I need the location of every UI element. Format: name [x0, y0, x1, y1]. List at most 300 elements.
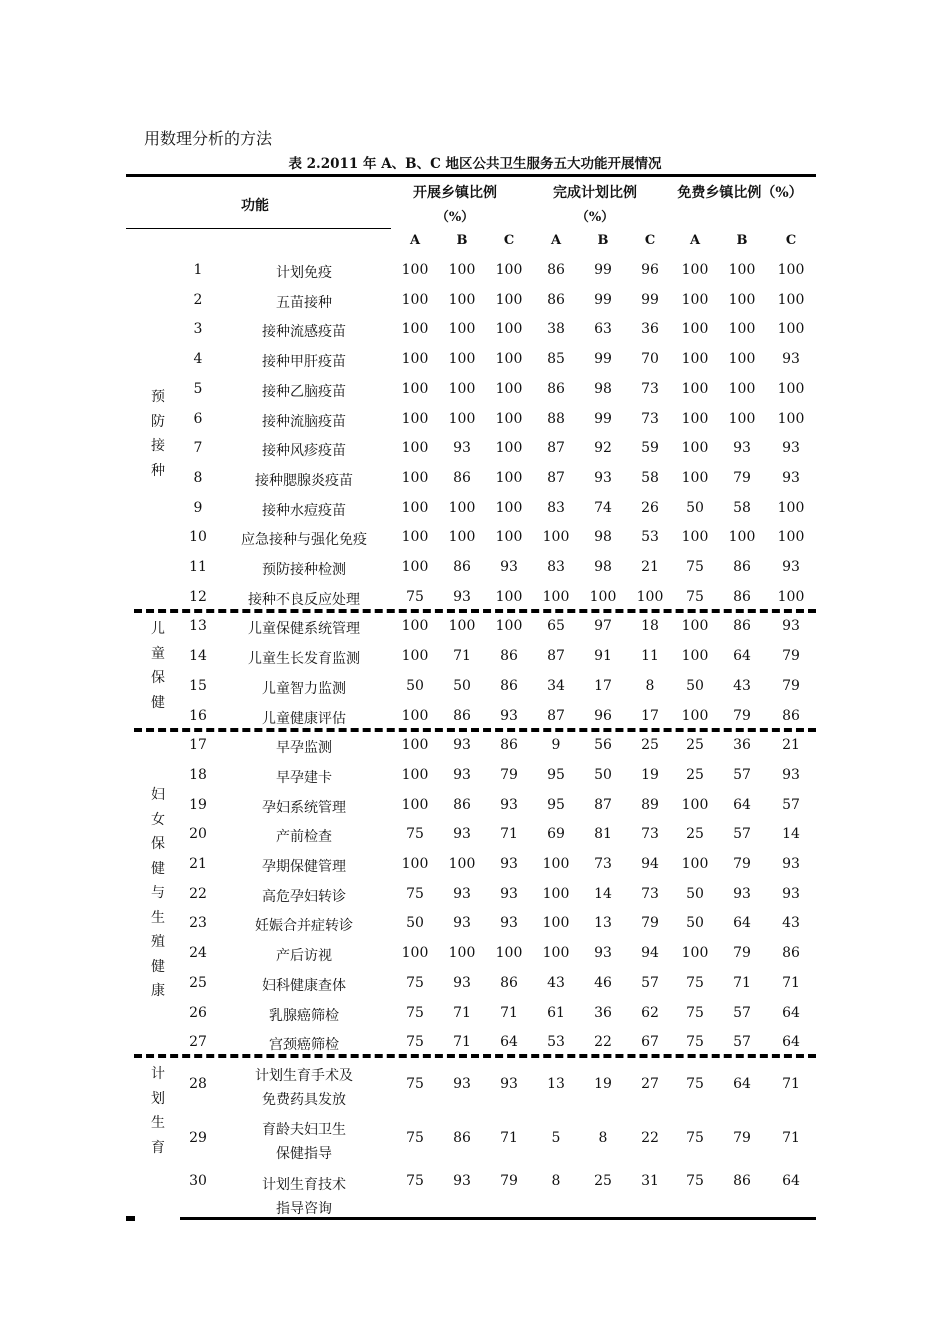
row-value: 100: [401, 351, 429, 368]
row-value: 86: [453, 707, 471, 724]
row-value: 94: [641, 945, 659, 962]
category-label: [146, 1062, 170, 1160]
row-function-name: [220, 1064, 388, 1112]
row-value: 86: [453, 796, 471, 813]
row-value: 64: [782, 1173, 800, 1189]
row-value: 100: [401, 559, 429, 575]
row-function-name: 宫颈癌筛检: [269, 1037, 339, 1054]
row-value: 96: [594, 707, 612, 724]
row-value: 59: [641, 440, 659, 457]
row-value: 100: [777, 410, 805, 427]
row-value: 100: [448, 945, 476, 962]
row-value: 71: [782, 1130, 800, 1146]
row-value: 100: [401, 440, 429, 457]
row-function-name-line2: 指导咨询: [276, 1201, 332, 1217]
row-value: 100: [495, 499, 523, 516]
row-value: 71: [453, 1004, 471, 1021]
row-function-name: 儿童保健系统管理: [248, 621, 360, 638]
row-value: 19: [594, 1076, 612, 1092]
row-value: 86: [453, 559, 471, 575]
row-value: 58: [733, 499, 751, 516]
row-number: 14: [189, 648, 207, 665]
row-value: 64: [782, 1034, 800, 1051]
header-function: 功能: [241, 198, 269, 214]
row-value: 93: [782, 856, 800, 872]
row-value: 93: [500, 707, 518, 724]
header-group1-line2: （%）: [435, 210, 475, 225]
row-value: 100: [448, 351, 476, 368]
row-value: 100: [495, 351, 523, 368]
row-value: 25: [686, 737, 704, 754]
row-number: 8: [193, 469, 203, 486]
row-function-name-line1: 计划生育手术及: [255, 1068, 353, 1084]
row-number: 2: [193, 291, 203, 308]
row-value: 100: [542, 945, 570, 962]
row-value: 100: [681, 410, 709, 427]
row-value: 25: [686, 766, 704, 783]
category-label-char: 育: [151, 1139, 165, 1156]
row-value: 100: [681, 796, 709, 813]
row-value: 50: [686, 499, 704, 516]
row-value: 73: [641, 410, 659, 427]
row-value: 79: [641, 915, 659, 932]
row-value: 100: [495, 291, 523, 308]
category-label-char: 女: [151, 811, 165, 828]
row-value: 100: [448, 380, 476, 397]
row-function-name: 接种甲肝疫苗: [262, 354, 346, 371]
row-value: 21: [782, 737, 800, 754]
row-value: 100: [681, 469, 709, 486]
subheader-b: B: [597, 233, 609, 248]
row-number: 27: [189, 1034, 207, 1051]
row-value: 64: [500, 1034, 518, 1051]
row-value: 18: [641, 618, 659, 635]
category-label: [146, 783, 170, 1004]
row-value: 99: [594, 410, 612, 427]
category-label-char: 接: [151, 438, 165, 454]
row-number: 9: [193, 499, 203, 516]
row-function-name: 接种乙脑疫苗: [262, 383, 346, 400]
row-function-name: 孕期保健管理: [262, 859, 346, 875]
row-value: 100: [401, 648, 429, 665]
row-value: 100: [495, 440, 523, 457]
row-value: 50: [686, 915, 704, 932]
row-value: 100: [401, 856, 429, 872]
row-value: 8: [645, 677, 655, 694]
section-separator: [134, 609, 816, 613]
row-function-name: 孕妇系统管理: [262, 799, 346, 816]
row-value: 75: [686, 1076, 704, 1092]
category-label-char: 健: [151, 860, 165, 877]
category-label-char: 种: [151, 462, 165, 479]
row-function-name: 接种流感疫苗: [262, 324, 346, 341]
row-value: 100: [777, 321, 805, 338]
row-value: 73: [594, 856, 612, 872]
row-number: 22: [189, 885, 207, 902]
row-value: 93: [782, 618, 800, 635]
category-label-char: 儿: [151, 621, 165, 637]
row-value: 100: [681, 648, 709, 665]
row-value: 75: [406, 1076, 424, 1092]
table-top-rule: [126, 174, 816, 177]
row-value: 93: [782, 766, 800, 783]
category-label-char: 健: [151, 694, 165, 711]
row-value: 75: [406, 885, 424, 902]
row-value: 86: [453, 469, 471, 486]
row-value: 17: [641, 707, 659, 724]
row-value: 93: [594, 469, 612, 486]
row-value: 75: [406, 974, 424, 991]
row-value: 97: [594, 618, 612, 635]
row-value: 71: [453, 1034, 471, 1051]
row-value: 93: [500, 559, 518, 575]
row-value: 93: [453, 885, 471, 902]
row-value: 98: [594, 380, 612, 397]
row-value: 100: [495, 469, 523, 486]
category-label-char: 殖: [151, 934, 165, 950]
row-function-name: 五苗接种: [276, 294, 332, 311]
header-group2-line1: 完成计划比例: [553, 185, 637, 201]
row-value: 100: [448, 618, 476, 635]
row-value: 50: [686, 677, 704, 694]
row-number: 11: [189, 559, 207, 575]
row-value: 93: [453, 737, 471, 754]
row-function-name: 儿童生长发育监测: [248, 651, 360, 668]
row-value: 36: [733, 737, 751, 754]
row-value: 100: [542, 915, 570, 932]
row-value: 79: [782, 677, 800, 694]
row-value: 26: [641, 499, 659, 516]
row-value: 31: [641, 1173, 659, 1189]
row-value: 100: [681, 440, 709, 457]
subheader-c: C: [644, 233, 656, 248]
row-value: 86: [782, 707, 800, 724]
row-value: 75: [686, 1004, 704, 1021]
row-value: 57: [733, 826, 751, 843]
row-value: 100: [495, 618, 523, 635]
row-value: 100: [448, 529, 476, 546]
row-function-name-line2: 免费药具发放: [262, 1092, 346, 1108]
row-function-name: [220, 1118, 388, 1166]
row-value: 83: [547, 559, 565, 575]
row-value: 100: [401, 291, 429, 308]
row-value: 79: [782, 648, 800, 665]
row-value: 25: [641, 737, 659, 754]
row-value: 98: [594, 559, 612, 575]
row-number: 6: [193, 410, 203, 427]
row-value: 100: [681, 618, 709, 635]
row-value: 75: [686, 974, 704, 991]
category-label-char: 保: [151, 670, 165, 686]
row-value: 93: [733, 885, 751, 902]
row-value: 100: [495, 588, 523, 605]
row-number: 23: [189, 915, 207, 932]
row-value: 100: [777, 529, 805, 546]
row-value: 100: [448, 262, 476, 278]
row-function-name: 儿童健康评估: [262, 710, 346, 727]
row-number: 20: [189, 826, 207, 843]
row-value: 93: [453, 588, 471, 605]
row-value: 93: [733, 440, 751, 457]
row-value: 100: [401, 469, 429, 486]
row-value: 86: [453, 1130, 471, 1146]
subheader-a: A: [409, 233, 421, 248]
row-value: 86: [500, 648, 518, 665]
row-function-name: 妇科健康查体: [262, 977, 346, 994]
row-value: 64: [733, 796, 751, 813]
row-value: 5: [551, 1130, 561, 1146]
row-value: 57: [782, 796, 800, 813]
row-value: 87: [547, 648, 565, 665]
category-label-char: 防: [151, 413, 165, 430]
subheader-b: B: [456, 233, 468, 248]
subheader-a: A: [689, 233, 701, 248]
row-number: 4: [193, 351, 203, 368]
row-value: 8: [598, 1130, 608, 1146]
row-value: 93: [453, 1173, 471, 1189]
row-number: 19: [189, 796, 207, 813]
row-value: 75: [406, 1173, 424, 1189]
row-value: 99: [594, 262, 612, 278]
intro-text: 用数理分析的方法: [144, 129, 273, 148]
row-value: 79: [733, 469, 751, 486]
row-value: 57: [733, 1034, 751, 1051]
category-label: [146, 385, 170, 483]
row-value: 74: [594, 499, 612, 516]
row-number: 15: [189, 677, 207, 694]
category-label-char: 保: [151, 836, 165, 852]
category-label-char: 预: [151, 389, 165, 405]
row-value: 9: [551, 737, 561, 754]
row-value: 100: [401, 262, 429, 278]
row-value: 100: [777, 380, 805, 397]
row-function-name: 产后访视: [276, 948, 332, 965]
row-value: 100: [448, 499, 476, 516]
row-value: 57: [733, 766, 751, 783]
row-value: 100: [542, 588, 570, 605]
row-function-name: 计划免疫: [276, 265, 332, 281]
row-value: 86: [782, 945, 800, 962]
subheader-c: C: [503, 233, 515, 248]
row-value: 64: [733, 915, 751, 932]
row-value: 100: [728, 262, 756, 278]
row-value: 81: [594, 826, 612, 843]
row-value: 100: [777, 291, 805, 308]
row-value: 100: [401, 618, 429, 635]
row-value: 100: [448, 321, 476, 338]
row-value: 100: [728, 321, 756, 338]
row-value: 88: [547, 410, 565, 427]
row-value: 75: [686, 559, 704, 575]
row-value: 100: [728, 380, 756, 397]
row-value: 100: [681, 351, 709, 368]
row-number: 29: [189, 1130, 207, 1146]
row-value: 98: [594, 529, 612, 546]
row-value: 64: [733, 648, 751, 665]
row-value: 73: [641, 826, 659, 843]
row-function-name-line1: 育龄夫妇卫生: [262, 1122, 346, 1138]
row-value: 86: [500, 677, 518, 694]
row-value: 21: [641, 559, 659, 575]
row-value: 75: [406, 1004, 424, 1021]
header-group1-line1: 开展乡镇比例: [413, 185, 497, 201]
header-group2-line2: （%）: [575, 210, 615, 225]
row-value: 8: [551, 1173, 561, 1189]
row-function-name: 接种不良反应处理: [248, 591, 360, 608]
row-value: 79: [733, 1130, 751, 1146]
row-value: 46: [594, 974, 612, 991]
row-function-name-line2: 保健指导: [276, 1146, 332, 1162]
row-value: 86: [733, 559, 751, 575]
row-value: 93: [782, 469, 800, 486]
row-value: 67: [641, 1034, 659, 1051]
row-value: 87: [594, 796, 612, 813]
row-value: 87: [547, 440, 565, 457]
subheader-a: A: [550, 233, 562, 248]
row-value: 95: [547, 796, 565, 813]
row-function-name: 接种风疹疫苗: [262, 443, 346, 460]
row-value: 93: [453, 826, 471, 843]
row-value: 100: [495, 380, 523, 397]
row-value: 99: [641, 291, 659, 308]
row-value: 75: [406, 1034, 424, 1051]
header-group3: 免费乡镇比例（%）: [677, 185, 803, 201]
row-value: 100: [495, 262, 523, 278]
section-separator: [134, 1054, 816, 1058]
subheader-c: C: [785, 233, 797, 248]
row-number: 28: [189, 1076, 207, 1092]
row-number: 1: [193, 262, 203, 278]
row-value: 100: [401, 737, 429, 754]
row-value: 86: [733, 1173, 751, 1189]
row-value: 22: [641, 1130, 659, 1146]
row-value: 75: [406, 588, 424, 605]
row-value: 79: [500, 766, 518, 783]
row-value: 22: [594, 1034, 612, 1051]
row-value: 17: [594, 677, 612, 694]
row-value: 71: [733, 974, 751, 991]
row-function-name: 接种流脑疫苗: [262, 413, 346, 430]
row-number: 3: [193, 321, 203, 338]
category-label-char: 生: [151, 1115, 165, 1131]
row-value: 71: [453, 648, 471, 665]
section-separator: [134, 728, 816, 732]
row-value: 96: [641, 262, 659, 278]
category-label: [146, 617, 170, 715]
row-number: 24: [189, 945, 207, 962]
row-value: 93: [782, 559, 800, 575]
row-value: 50: [686, 885, 704, 902]
row-value: 14: [782, 826, 800, 843]
row-value: 93: [453, 974, 471, 991]
row-value: 25: [686, 826, 704, 843]
row-number: 26: [189, 1004, 207, 1021]
category-label-char: 划: [151, 1090, 165, 1107]
row-value: 100: [401, 380, 429, 397]
row-value: 79: [733, 945, 751, 962]
row-function-name: 产前检查: [276, 829, 332, 846]
row-value: 86: [547, 380, 565, 397]
row-value: 95: [547, 766, 565, 783]
row-value: 85: [547, 351, 565, 368]
row-value: 93: [453, 440, 471, 457]
row-function-name-line1: 计划生育技术: [262, 1177, 346, 1193]
row-value: 86: [500, 737, 518, 754]
row-value: 79: [733, 707, 751, 724]
row-value: 100: [448, 291, 476, 308]
row-function-name: 早孕建卡: [276, 769, 332, 786]
row-value: 79: [733, 856, 751, 872]
row-function-name: 接种腮腺炎疫苗: [255, 472, 353, 489]
row-value: 57: [641, 974, 659, 991]
row-value: 100: [542, 529, 570, 546]
row-value: 43: [733, 677, 751, 694]
category-label-char: 生: [151, 909, 165, 926]
row-value: 93: [500, 1076, 518, 1092]
row-value: 93: [500, 915, 518, 932]
row-number: 18: [189, 766, 207, 783]
row-value: 62: [641, 1004, 659, 1021]
row-value: 100: [401, 321, 429, 338]
row-value: 100: [681, 707, 709, 724]
row-value: 27: [641, 1076, 659, 1092]
row-value: 71: [500, 1004, 518, 1021]
row-value: 91: [594, 648, 612, 665]
row-value: 43: [782, 915, 800, 932]
row-value: 100: [448, 410, 476, 427]
row-number: 10: [189, 529, 207, 546]
category-label-char: 妇: [151, 787, 165, 803]
row-value: 93: [782, 440, 800, 457]
table-caption: 表 2.2011 年 A、B、C 地区公共卫生服务五大功能开展情况: [288, 156, 662, 172]
row-value: 93: [500, 885, 518, 902]
row-value: 13: [594, 915, 612, 932]
table-bottom-stub: [126, 1216, 135, 1221]
row-value: 71: [782, 974, 800, 991]
row-value: 100: [681, 321, 709, 338]
row-value: 83: [547, 499, 565, 516]
row-value: 100: [401, 410, 429, 427]
header-rule-left: [126, 228, 391, 229]
row-value: 69: [547, 826, 565, 843]
row-value: 100: [589, 588, 617, 605]
row-value: 100: [401, 945, 429, 962]
row-value: 61: [547, 1004, 565, 1021]
row-value: 100: [495, 529, 523, 546]
row-value: 100: [401, 529, 429, 546]
row-value: 25: [594, 1173, 612, 1189]
row-value: 36: [594, 1004, 612, 1021]
row-value: 57: [733, 1004, 751, 1021]
row-value: 71: [500, 826, 518, 843]
row-value: 100: [777, 262, 805, 278]
row-number: 7: [193, 440, 203, 457]
row-value: 93: [453, 1076, 471, 1092]
category-label-char: 健: [151, 958, 165, 975]
row-value: 100: [401, 796, 429, 813]
row-value: 100: [777, 588, 805, 605]
row-function-name: 高危孕妇转诊: [262, 888, 346, 905]
row-value: 100: [401, 707, 429, 724]
row-value: 100: [728, 410, 756, 427]
row-value: 53: [641, 529, 659, 546]
row-value: 75: [686, 1173, 704, 1189]
category-label-char: 康: [151, 983, 165, 999]
row-value: 93: [594, 945, 612, 962]
row-value: 86: [733, 618, 751, 635]
row-value: 86: [500, 974, 518, 991]
table-bottom-rule: [180, 1217, 816, 1220]
